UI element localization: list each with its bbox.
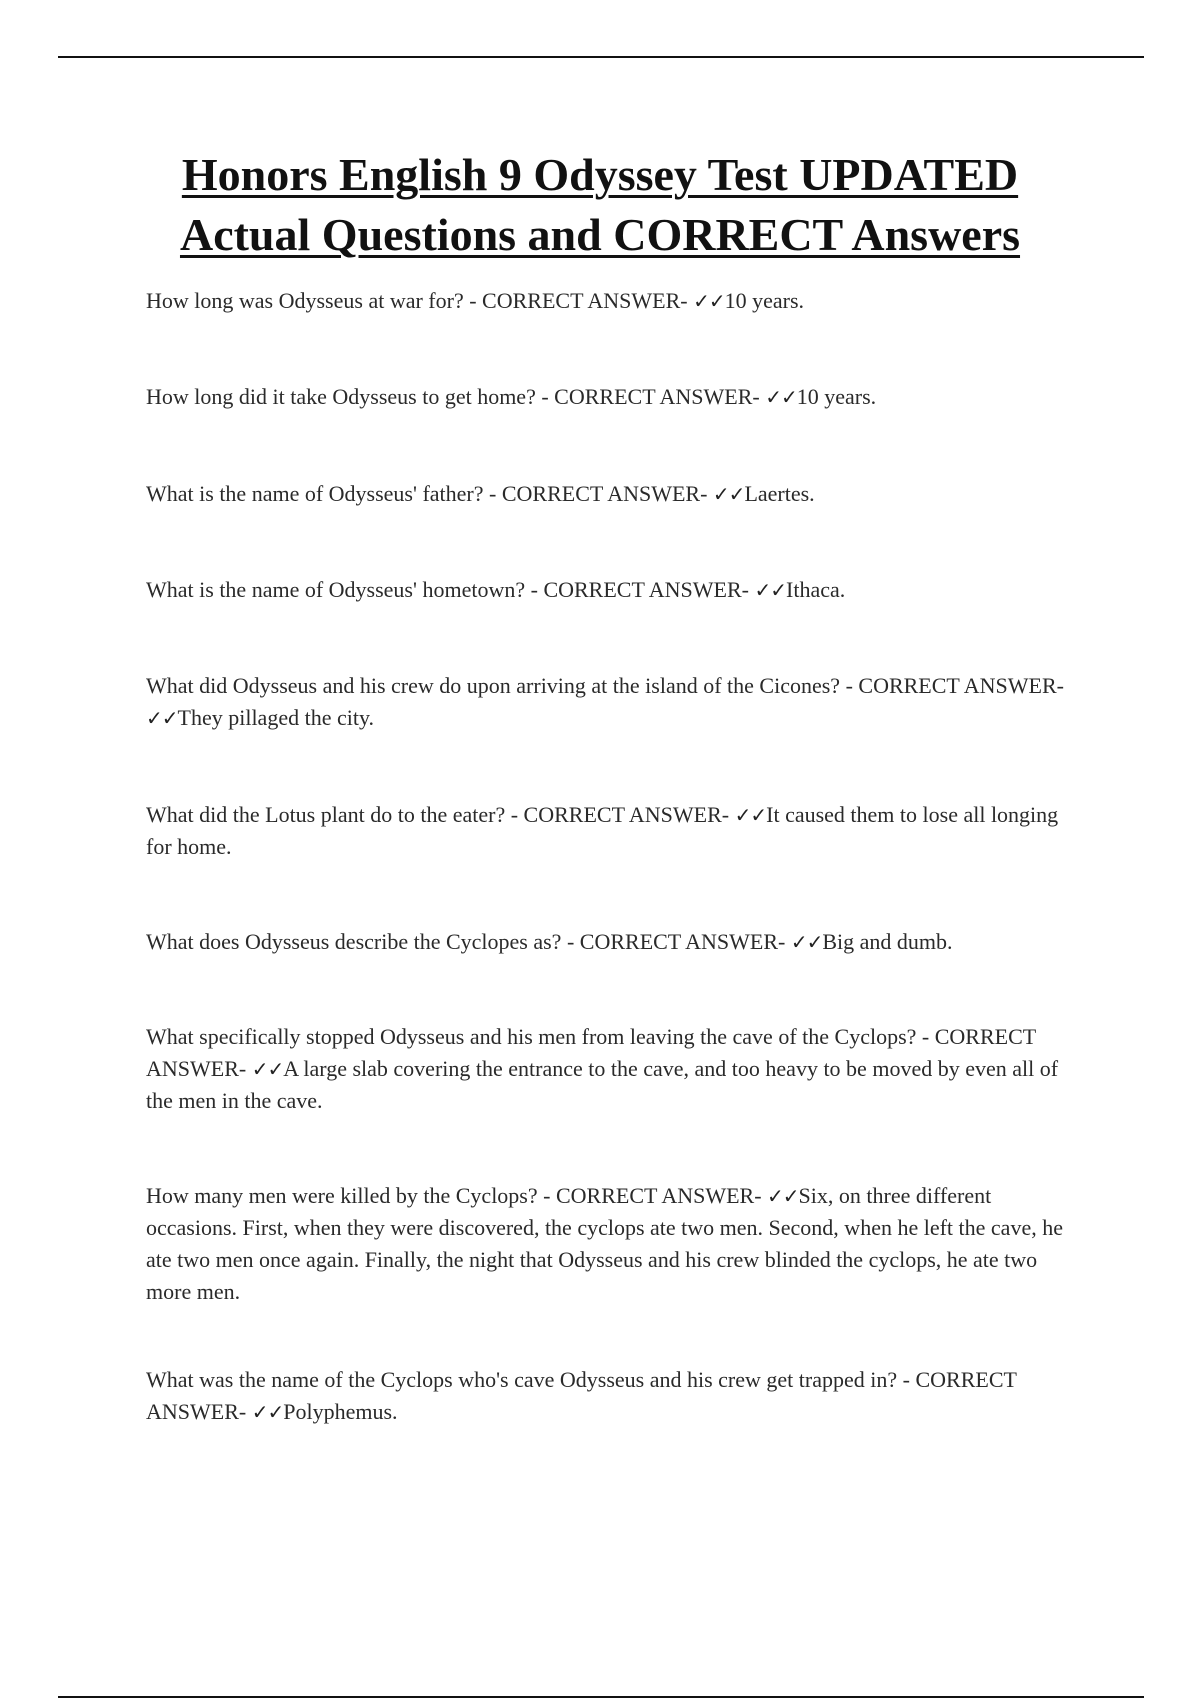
answer-text: Polyphemus. (283, 1399, 398, 1424)
double-check-icon: ✓✓ (790, 930, 823, 954)
double-check-icon: ✓✓ (754, 578, 787, 602)
answer-marker: CORRECT ANSWER- (858, 673, 1064, 698)
double-check-icon: ✓✓ (734, 803, 767, 827)
title-line-2: Actual Questions and CORRECT Answers (179, 209, 1021, 260)
question-text: What was the name of the Cyclops who's cave Odysseus and his crew get trapped in? - (146, 1367, 916, 1392)
question-text: How many men were killed by the Cyclops? - (146, 1183, 556, 1208)
answer-marker: CORRECT ANSWER- (482, 288, 688, 313)
answer-marker: CORRECT ANSWER- (554, 384, 760, 409)
question-text: What did Odysseus and his crew do upon arriving at the island of the Cicones? - (146, 673, 859, 698)
question-text: How long was Odysseus at war for? - (146, 288, 483, 313)
double-check-icon: ✓✓ (146, 706, 178, 730)
question-text: What is the name of Odysseus' hometown? - (146, 577, 544, 602)
top-rule (58, 56, 1144, 58)
qa-item (146, 1180, 1066, 1308)
answer-marker: CORRECT ANSWER- (555, 1183, 762, 1208)
qa-item (146, 799, 1066, 863)
qa-item (146, 926, 1066, 958)
qa-item (146, 574, 1066, 606)
qa-item (146, 670, 1066, 734)
double-check-icon: ✓✓ (712, 482, 745, 506)
double-check-icon: ✓✓ (693, 289, 725, 313)
qa-item (146, 381, 1066, 413)
qa-item (146, 1364, 1066, 1428)
question-text: How long did it take Odysseus to get home? - (146, 384, 555, 409)
question-text: What is the name of Odysseus' father? - (146, 481, 502, 506)
answer-marker: CORRECT ANSWER- (579, 929, 786, 954)
bottom-rule (58, 1696, 1144, 1698)
answer-text: 10 years. (796, 384, 877, 409)
answer-marker: CORRECT ANSWER- (146, 1367, 1017, 1424)
answer-text: Big and dumb. (822, 929, 953, 954)
answer-marker: CORRECT ANSWER- (146, 1024, 1036, 1081)
double-check-icon: ✓✓ (251, 1400, 284, 1424)
answer-text: Laertes. (744, 481, 815, 506)
double-check-icon: ✓✓ (251, 1057, 284, 1081)
answer-text: Ithaca. (786, 577, 846, 602)
answer-text: A large slab covering the entrance to the cave, and too heavy to be moved by even all of the men in the cave. (146, 1056, 1059, 1113)
answer-text: 10 years. (724, 288, 805, 313)
answer-marker: CORRECT ANSWER- (543, 577, 749, 602)
title-line-1: Honors English 9 Odyssey Test UPDATED (181, 149, 1019, 200)
answer-text: Six, on three different occasions. First, when they were discovered, the cyclops ate two men. Second, when he left the cave, he ate two men once again. Finally, the night that Odysseus and his crew blinded the cyclops, he ate two more men. (146, 1183, 1063, 1304)
question-text: What does Odysseus describe the Cyclopes as? - (146, 929, 580, 954)
answer-marker: CORRECT ANSWER- (501, 481, 708, 506)
qa-item (146, 285, 1066, 317)
document-title (80, 145, 1120, 265)
answer-marker: CORRECT ANSWER- (523, 802, 730, 827)
double-check-icon: ✓✓ (767, 1184, 799, 1208)
qa-item (146, 1021, 1066, 1117)
question-text: What did the Lotus plant do to the eater? - (146, 802, 524, 827)
qa-item (146, 478, 1066, 510)
answer-text: It caused them to lose all longing for home. (146, 802, 1059, 859)
answer-text: They pillaged the city. (177, 705, 375, 730)
double-check-icon: ✓✓ (765, 385, 797, 409)
question-text: What specifically stopped Odysseus and his men from leaving the cave of the Cyclops? - (146, 1024, 935, 1049)
